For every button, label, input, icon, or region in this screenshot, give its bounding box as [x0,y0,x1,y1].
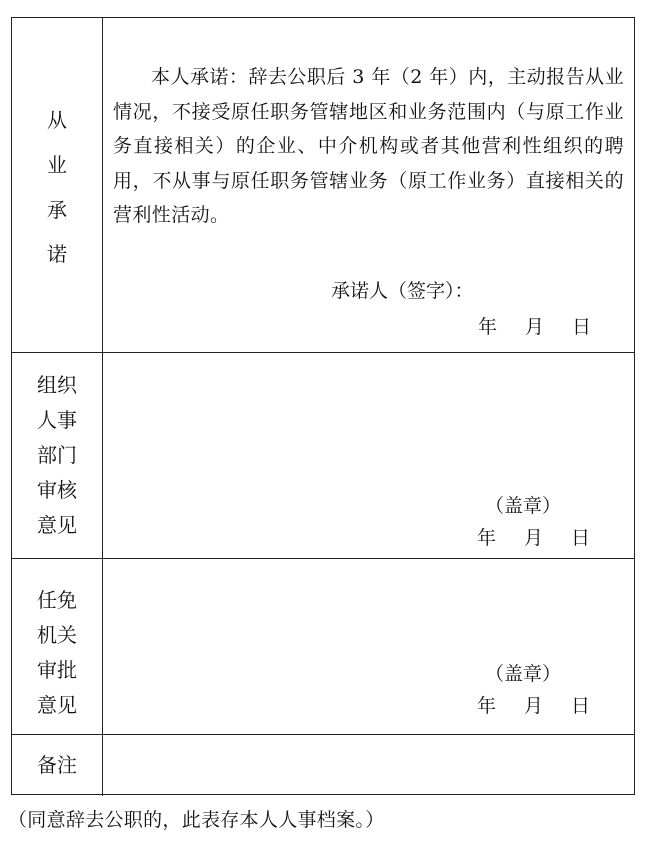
pledge-label-char: 业 [47,153,67,177]
appointing-row [12,558,634,734]
org-review-label-line: 部门 [37,443,77,467]
date-month: 月 [524,695,544,717]
date-day: 日 [572,316,592,338]
appointing-date [477,691,590,718]
appointing-label-cell [12,559,103,734]
remarks-row [12,734,634,796]
date-year: 年 [477,527,497,549]
appointing-label-line: 任免 [37,588,77,612]
pledge-label-char: 从 [47,108,67,132]
org-review-label-line: 意见 [37,513,77,537]
remarks-label: 备注 [37,753,77,777]
org-review-label-line: 人事 [37,408,77,432]
org-review-row [12,352,634,558]
appointing-label-line: 审批 [37,658,77,682]
appointing-content-cell[interactable] [103,559,634,734]
org-review-date [477,523,590,550]
org-review-label-line: 组织 [37,373,77,397]
org-review-label-line: 审核 [37,478,77,502]
date-month: 月 [525,316,545,338]
org-review-content-cell[interactable] [103,353,634,558]
appointing-seal-label: （盖章） [485,663,562,685]
pledge-label-char: 承 [47,198,67,222]
org-review-label [12,368,102,543]
pledge-label-char: 诺 [47,242,67,266]
remarks-label-cell [12,735,103,796]
org-seal-label: （盖章） [485,495,562,517]
appointing-label [12,583,102,723]
appointing-label-line: 意见 [37,693,77,717]
date-month: 月 [524,527,544,549]
resignation-form-table [11,17,635,795]
date-year: 年 [477,695,497,717]
pledge-label-cell [12,18,103,352]
date-day: 日 [571,695,591,717]
pledge-statement: 本人承诺：辞去公职后 3 年（2 年）内，主动报告从业情况，不接受原任职务管辖地区和业务范围内（与原工作业务直接相关）的企业、中介机构或者其他营利性组织的聘用，不从事与原任职务管辖业务（原工作业务）直接相关的营利性活动。 [113,66,624,226]
pledge-date [478,312,591,339]
remarks-content-cell[interactable] [103,735,634,796]
pledge-row [12,18,634,352]
date-year: 年 [478,316,498,338]
pledge-content-cell[interactable] [103,18,634,352]
appointing-label-line: 机关 [37,623,77,647]
org-review-label-cell [12,353,103,558]
signer-label: 承诺人（签字）： [331,280,474,302]
date-day: 日 [571,527,591,549]
footer-note: （同意辞去公职的，此表存本人人事档案。） [8,809,385,831]
